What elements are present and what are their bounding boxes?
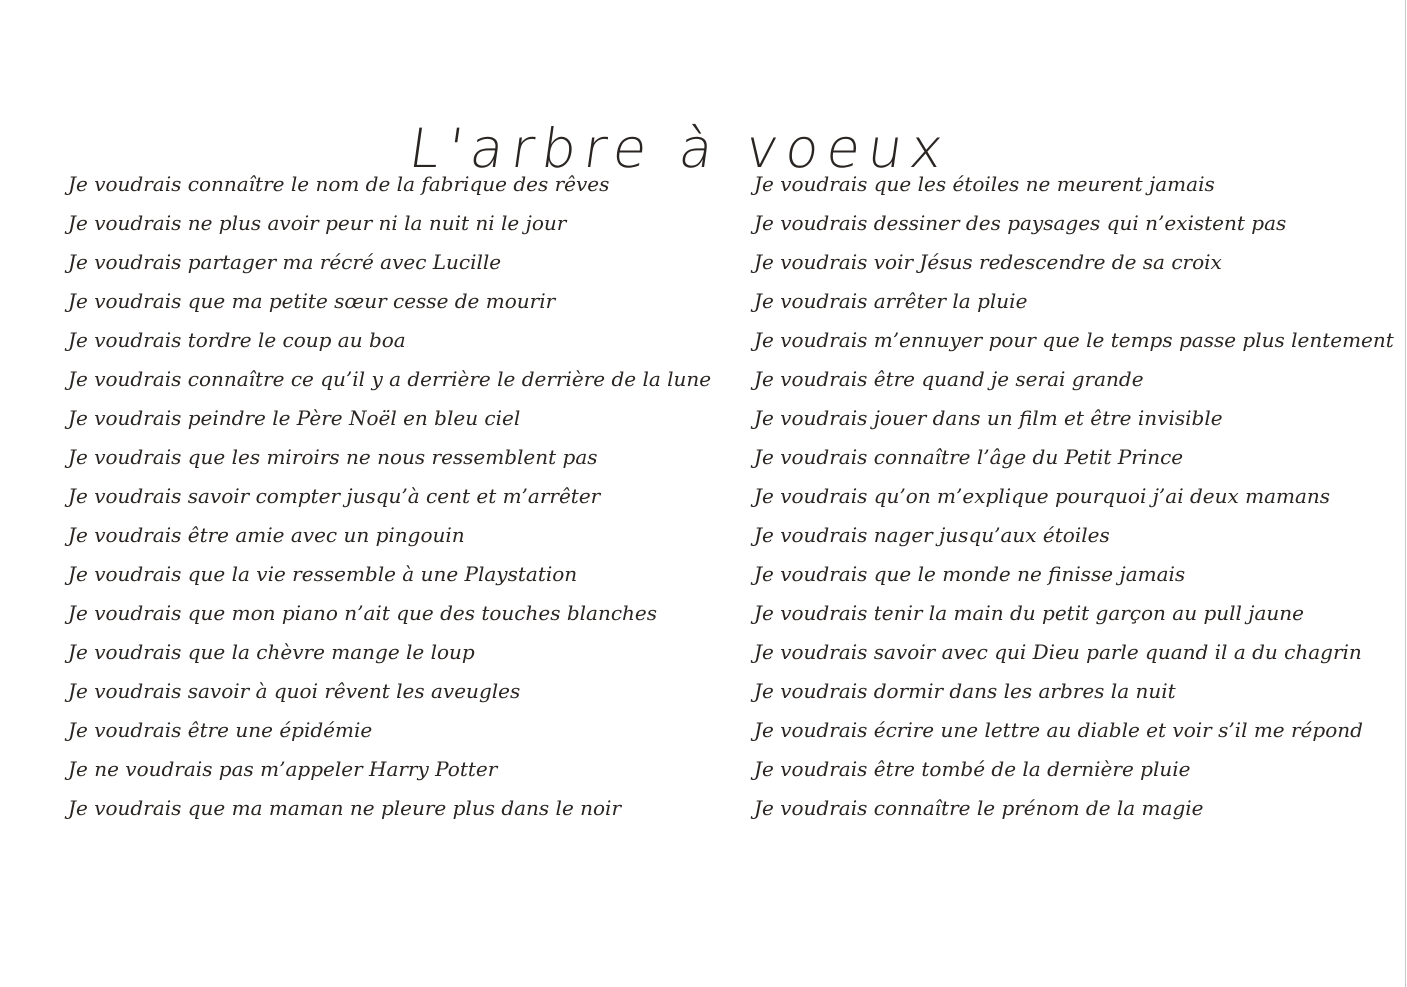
wish-line: Je voudrais jouer dans un film et être invisible [754,406,1223,430]
wish-line: Je voudrais tenir la main du petit garçon au pull jaune [754,601,1304,625]
wish-line: Je voudrais que le monde ne finisse jamais [754,562,1186,586]
wishes-left-column [68,165,728,828]
wish-line: Je voudrais dessiner des paysages qui n’existent pas [754,211,1287,235]
wish-line: Je voudrais que les miroirs ne nous ressemblent pas [68,445,598,469]
wish-line: Je voudrais nager jusqu’aux étoiles [754,523,1110,547]
wish-line: Je voudrais qu’on m’explique pourquoi j’ai deux mamans [754,484,1331,508]
wish-line: Je voudrais m’ennuyer pour que le temps passe plus lentement [754,328,1394,352]
wish-line: Je voudrais savoir compter jusqu’à cent et m’arrêter [68,484,601,508]
wish-line: Je voudrais être tombé de la dernière pluie [754,757,1191,781]
wish-line: Je ne voudrais pas m’appeler Harry Potter [68,757,498,781]
wish-line: Je voudrais arrêter la pluie [754,289,1028,313]
page-title: L'arbre à voeux [405,117,955,181]
wish-line: Je voudrais connaître ce qu’il y a derrière le derrière de la lune [68,367,712,391]
wish-line: Je voudrais que mon piano n’ait que des touches blanches [68,601,658,625]
wish-line: Je voudrais connaître le prénom de la magie [754,796,1204,820]
wish-line: Je voudrais partager ma récré avec Lucille [68,250,502,274]
wish-line: Je voudrais dormir dans les arbres la nuit [754,679,1176,703]
wish-line: Je voudrais ne plus avoir peur ni la nuit ni le jour [68,211,567,235]
wish-line: Je voudrais tordre le coup au boa [68,328,406,352]
wish-line: Je voudrais être une épidémie [68,718,373,742]
wish-line: Je voudrais que les étoiles ne meurent jamais [754,172,1215,196]
wish-line: Je voudrais être quand je serai grande [754,367,1144,391]
wish-line: Je voudrais être amie avec un pingouin [68,523,465,547]
wish-line: Je voudrais savoir à quoi rêvent les aveugles [68,679,521,703]
wish-line: Je voudrais que ma maman ne pleure plus dans le noir [68,796,622,820]
wish-line: Je voudrais que la chèvre mange le loup [68,640,475,664]
wish-line: Je voudrais connaître l’âge du Petit Prince [754,445,1184,469]
wish-line: Je voudrais que ma petite sœur cesse de mourir [68,289,556,313]
wish-line: Je voudrais écrire une lettre au diable et voir s’il me répond [754,718,1363,742]
wish-line: Je voudrais que la vie ressemble à une Playstation [68,562,578,586]
wish-line: Je voudrais connaître le nom de la fabrique des rêves [68,172,610,196]
wishes-right-column [754,165,1394,828]
wish-line: Je voudrais voir Jésus redescendre de sa croix [754,250,1222,274]
wish-line: Je voudrais savoir avec qui Dieu parle quand il a du chagrin [754,640,1362,664]
wish-line: Je voudrais peindre le Père Noël en bleu ciel [68,406,521,430]
